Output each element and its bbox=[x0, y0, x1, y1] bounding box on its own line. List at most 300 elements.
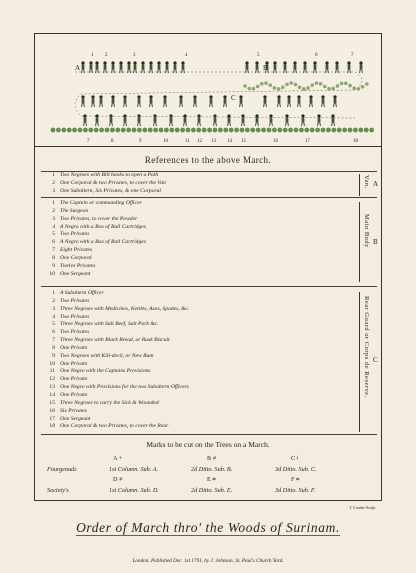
foliage bbox=[340, 82, 344, 86]
foliage bbox=[105, 128, 110, 133]
marcher-top-leg bbox=[248, 70, 249, 73]
marcher-middle-body bbox=[240, 99, 243, 104]
marcher-middle-head bbox=[149, 95, 152, 98]
illustration-number: 9 bbox=[139, 139, 142, 144]
marcher-top-head bbox=[103, 61, 106, 64]
marcher-middle-head bbox=[223, 95, 226, 98]
reference-number: 9 bbox=[52, 262, 55, 269]
marcher-top-body bbox=[90, 65, 93, 70]
foliage bbox=[358, 128, 363, 133]
marcher-bottom-leg bbox=[186, 123, 187, 126]
marcher-middle-leg bbox=[182, 104, 183, 107]
marcher-bottom-leg bbox=[154, 123, 155, 126]
foliage bbox=[326, 128, 331, 133]
reference-item bbox=[44, 384, 189, 392]
illustration-number: 13 bbox=[211, 139, 216, 144]
foliage bbox=[369, 128, 374, 133]
reference-number: 1 bbox=[52, 200, 55, 206]
marcher-bottom-leg bbox=[184, 123, 185, 126]
reference-number: 11 bbox=[49, 368, 55, 375]
reference-number: 14 bbox=[49, 391, 55, 398]
foliage bbox=[247, 87, 251, 91]
foliage bbox=[337, 128, 342, 133]
marcher-middle-leg bbox=[102, 104, 103, 107]
reference-number: 1 bbox=[52, 172, 55, 178]
foliage bbox=[352, 86, 356, 90]
marcher-bottom-leg bbox=[242, 123, 243, 126]
marks-title: Marks to be cut on the Trees on a March. bbox=[146, 440, 270, 449]
reference-item bbox=[44, 392, 189, 400]
marcher-middle-head bbox=[81, 95, 84, 98]
marcher-bottom-body bbox=[302, 118, 305, 123]
marcher-top-leg bbox=[328, 70, 329, 73]
foliage bbox=[115, 128, 120, 133]
foliage bbox=[260, 82, 264, 86]
marcher-top-leg bbox=[284, 70, 285, 73]
brace-van bbox=[359, 174, 360, 196]
marcher-top-leg bbox=[268, 70, 269, 73]
marcher-top-body bbox=[304, 65, 307, 70]
marcher-middle-leg bbox=[166, 104, 167, 107]
row1-col1: 1st Column. Sub. A. bbox=[109, 466, 159, 473]
foliage bbox=[99, 128, 104, 133]
marcher-bottom-leg bbox=[126, 123, 127, 126]
marcher-top-leg bbox=[306, 70, 307, 73]
marcher-middle-leg bbox=[100, 104, 101, 107]
brace-main-body bbox=[359, 202, 360, 282]
foliage bbox=[336, 84, 340, 88]
row2-col1: 1st Column. Sub. D. bbox=[109, 487, 159, 494]
foliage bbox=[304, 128, 309, 133]
foliage bbox=[229, 128, 234, 133]
reference-text: One Corporal & two Privates, to cover the Van bbox=[60, 179, 166, 186]
marcher-middle-head bbox=[239, 95, 242, 98]
marcher-middle-leg bbox=[264, 104, 265, 107]
marcher-middle-head bbox=[277, 95, 280, 98]
reference-text: Two Negroes with Bill hooks to open a Path bbox=[60, 172, 159, 178]
foliage bbox=[321, 128, 326, 133]
reference-number: 3 bbox=[52, 215, 55, 222]
marcher-middle-leg bbox=[312, 104, 313, 107]
reference-text: One Subaltern, Six Privates, & one Corporal bbox=[60, 187, 161, 194]
marcher-top-head bbox=[325, 61, 328, 64]
reference-item bbox=[44, 172, 166, 180]
foliage bbox=[344, 81, 348, 85]
reference-item bbox=[44, 224, 146, 232]
foliage bbox=[310, 83, 314, 87]
reference-item bbox=[44, 180, 166, 188]
foliage bbox=[169, 128, 174, 133]
marcher-middle-head bbox=[333, 95, 336, 98]
reference-text: One Sergeant bbox=[60, 270, 91, 277]
reference-item bbox=[44, 416, 189, 424]
marcher-top-leg bbox=[92, 70, 93, 73]
marcher-top-leg bbox=[84, 70, 85, 73]
illustration-number: 8 bbox=[111, 139, 114, 144]
foliage bbox=[186, 128, 191, 133]
marcher-middle-body bbox=[138, 99, 141, 104]
marcher-top-leg bbox=[314, 70, 315, 73]
marcher-top-head bbox=[313, 61, 316, 64]
reference-text: One Corporal bbox=[60, 254, 92, 261]
reference-number: 5 bbox=[52, 321, 55, 328]
foliage bbox=[94, 128, 99, 133]
marcher-middle-body bbox=[322, 99, 325, 104]
reference-item bbox=[44, 200, 146, 208]
marcher-middle-leg bbox=[84, 104, 85, 107]
divider bbox=[41, 286, 377, 287]
marcher-middle-leg bbox=[310, 104, 311, 107]
marcher-top-leg bbox=[316, 70, 317, 73]
marcher-top-body bbox=[158, 65, 161, 70]
marcher-middle-leg bbox=[290, 104, 291, 107]
marcher-top-head bbox=[347, 61, 350, 64]
reference-text: Two Privates bbox=[60, 313, 90, 320]
marcher-middle-leg bbox=[114, 104, 115, 107]
row1-col2: 2d Ditto. Sub. B. bbox=[191, 466, 233, 473]
marcher-bottom-body bbox=[270, 118, 273, 123]
marcher-top-body bbox=[96, 65, 99, 70]
marcher-bottom-head bbox=[169, 114, 172, 117]
marcher-bottom-body bbox=[256, 118, 259, 123]
group-letter-a: A bbox=[373, 180, 379, 188]
foliage bbox=[294, 83, 298, 87]
foliage bbox=[67, 128, 72, 133]
marcher-middle-head bbox=[179, 95, 182, 98]
marcher-bottom-leg bbox=[216, 123, 217, 126]
marcher-bottom-leg bbox=[244, 123, 245, 126]
reference-text: Two Negroes with Kill-devil, or New Rum bbox=[60, 352, 154, 359]
marcher-bottom-body bbox=[170, 118, 173, 123]
foliage bbox=[315, 128, 320, 133]
foliage bbox=[288, 128, 293, 133]
reference-number: 15 bbox=[49, 399, 55, 406]
reference-text: One Negro with Provisions for the two Subaltern Officers bbox=[60, 384, 189, 391]
marcher-top-head bbox=[149, 61, 152, 64]
reference-text: Three Negroes with Black Bread, or Rusk Biscuit bbox=[60, 337, 170, 344]
side-label-rear-guard: Rear Guard or Corps de Reserve. bbox=[363, 296, 370, 398]
marcher-top-head bbox=[273, 61, 276, 64]
marcher-middle-head bbox=[287, 95, 290, 98]
marcher-bottom-leg bbox=[140, 123, 141, 126]
marcher-top-leg bbox=[98, 70, 99, 73]
marcher-middle-body bbox=[264, 99, 267, 104]
illustration-number: 5 bbox=[257, 53, 260, 58]
marcher-top-head bbox=[359, 61, 362, 64]
reference-text: One Private bbox=[60, 376, 88, 383]
foliage bbox=[331, 128, 336, 133]
foliage bbox=[223, 128, 228, 133]
marcher-bottom-head bbox=[183, 114, 186, 117]
marcher-top-head bbox=[127, 61, 130, 64]
marcher-top-head bbox=[181, 61, 184, 64]
marcher-top-leg bbox=[276, 70, 277, 73]
marcher-top-leg bbox=[134, 70, 135, 73]
foliage bbox=[283, 128, 288, 133]
foliage bbox=[196, 128, 201, 133]
marcher-bottom-body bbox=[96, 118, 99, 123]
marcher-top-leg bbox=[90, 70, 91, 73]
marcher-middle-leg bbox=[324, 104, 325, 107]
reference-number: 6 bbox=[52, 239, 55, 246]
marcher-top-head bbox=[165, 61, 168, 64]
foliage bbox=[348, 84, 352, 88]
reference-item bbox=[44, 329, 189, 337]
reference-number: 3 bbox=[52, 305, 55, 312]
reference-text: A Negro with a Box of Ball Cartridges bbox=[60, 239, 146, 246]
marcher-top-body bbox=[150, 65, 153, 70]
marcher-top-leg bbox=[360, 70, 361, 73]
marcher-bottom-leg bbox=[320, 123, 321, 126]
marcher-top-body bbox=[336, 65, 339, 70]
illustration-letter: C bbox=[231, 94, 236, 102]
marcher-middle-body bbox=[180, 99, 183, 104]
marcher-middle-leg bbox=[140, 104, 141, 107]
marcher-middle-leg bbox=[124, 104, 125, 107]
marcher-top-leg bbox=[136, 70, 137, 73]
row2-col3: 3d Ditto. Sub. F. bbox=[275, 487, 316, 494]
marcher-top-head bbox=[119, 61, 122, 64]
marcher-top-body bbox=[314, 65, 317, 70]
foliage bbox=[306, 86, 310, 90]
marcher-middle-body bbox=[82, 99, 85, 104]
marcher-top-head bbox=[245, 61, 248, 64]
reference-item bbox=[44, 255, 146, 263]
foliage bbox=[202, 128, 207, 133]
foliage bbox=[153, 128, 158, 133]
marcher-bottom-head bbox=[285, 114, 288, 117]
marcher-middle-head bbox=[137, 95, 140, 98]
marcher-top-leg bbox=[362, 70, 363, 73]
mark-symbol-f: F ⌗ bbox=[291, 476, 300, 483]
marcher-bottom-leg bbox=[98, 123, 99, 126]
marcher-middle-leg bbox=[194, 104, 195, 107]
marcher-bottom-leg bbox=[172, 123, 173, 126]
foliage bbox=[256, 85, 260, 89]
foliage bbox=[218, 128, 223, 133]
marcher-top-body bbox=[256, 65, 259, 70]
reference-item bbox=[44, 306, 189, 314]
marcher-bottom-leg bbox=[318, 123, 319, 126]
foliage bbox=[273, 86, 277, 90]
reference-item bbox=[44, 298, 189, 306]
reference-item bbox=[44, 239, 146, 247]
marcher-top-body bbox=[294, 65, 297, 70]
illustration-letter: A bbox=[75, 64, 81, 72]
marcher-middle-leg bbox=[82, 104, 83, 107]
marcher-top-leg bbox=[338, 70, 339, 73]
divider bbox=[41, 434, 377, 435]
row1-col3: 3d Ditto. Sub. C. bbox=[275, 466, 317, 473]
marcher-bottom-body bbox=[198, 118, 201, 123]
foliage bbox=[148, 128, 153, 133]
marcher-middle-body bbox=[100, 99, 103, 104]
marcher-middle-head bbox=[297, 95, 300, 98]
marcher-top-body bbox=[120, 65, 123, 70]
marcher-bottom-leg bbox=[110, 123, 111, 126]
foliage bbox=[277, 128, 282, 133]
marcher-middle-leg bbox=[298, 104, 299, 107]
marcher-bottom-leg bbox=[156, 123, 157, 126]
march-illustration bbox=[35, 34, 381, 147]
marcher-top-leg bbox=[304, 70, 305, 73]
marcher-middle-head bbox=[193, 95, 196, 98]
foliage bbox=[264, 81, 268, 85]
reference-item bbox=[44, 345, 189, 353]
marcher-middle-head bbox=[123, 95, 126, 98]
reference-number: 10 bbox=[49, 270, 55, 277]
reference-number: 4 bbox=[52, 223, 55, 230]
marcher-middle-head bbox=[163, 95, 166, 98]
foliage bbox=[298, 85, 302, 89]
marcher-bottom-head bbox=[331, 114, 334, 117]
marcher-bottom-leg bbox=[84, 123, 85, 126]
illustration-number: 18 bbox=[353, 139, 358, 144]
brace-rear-guard bbox=[359, 292, 360, 432]
marcher-middle-leg bbox=[336, 104, 337, 107]
illustration-number: 4 bbox=[185, 53, 188, 58]
reference-item bbox=[44, 321, 189, 329]
marcher-top-body bbox=[182, 65, 185, 70]
group-letter-c: C bbox=[373, 356, 378, 364]
marcher-middle-body bbox=[164, 99, 167, 104]
march-figures bbox=[35, 34, 381, 146]
reference-item bbox=[44, 400, 189, 408]
marcher-top-leg bbox=[82, 70, 83, 73]
illustration-number: 3 bbox=[133, 53, 136, 58]
marcher-bottom-head bbox=[137, 114, 140, 117]
reference-text: Three Negroes with Medicines, Kettles, Axes, Spades, &c. bbox=[60, 305, 190, 312]
foliage bbox=[72, 128, 77, 133]
marcher-bottom-body bbox=[286, 118, 289, 123]
mark-symbol-b: B ≢ bbox=[207, 455, 219, 462]
row2-col2: 2d Ditto. Sub. E. bbox=[191, 487, 233, 494]
marcher-top-head bbox=[335, 61, 338, 64]
reference-number: 16 bbox=[49, 407, 55, 414]
reference-item bbox=[44, 290, 189, 298]
marcher-top-body bbox=[284, 65, 287, 70]
marcher-top-head bbox=[111, 61, 114, 64]
foliage bbox=[272, 128, 277, 133]
reference-text: Two Privates bbox=[60, 297, 90, 304]
marcher-top-leg bbox=[150, 70, 151, 73]
marcher-middle-head bbox=[263, 95, 266, 98]
marcher-bottom-head bbox=[197, 114, 200, 117]
foliage bbox=[331, 87, 335, 91]
reference-text: Twelve Privates bbox=[60, 262, 96, 269]
marcher-top-leg bbox=[258, 70, 259, 73]
marcher-top-leg bbox=[166, 70, 167, 73]
marcher-top-leg bbox=[256, 70, 257, 73]
reference-text: Three Negroes with Salt Beef, Salt Pork &c. bbox=[60, 321, 159, 328]
marcher-middle-leg bbox=[180, 104, 181, 107]
marcher-bottom-leg bbox=[96, 123, 97, 126]
caption-text: Order of March thro' the Woods of Surinam. bbox=[76, 520, 340, 535]
marcher-top-body bbox=[104, 65, 107, 70]
marcher-bottom-leg bbox=[138, 123, 139, 126]
marcher-middle-leg bbox=[322, 104, 323, 107]
reference-number: 1 bbox=[52, 290, 55, 296]
marcher-top-body bbox=[360, 65, 363, 70]
marcher-middle-body bbox=[112, 99, 115, 104]
reference-text: Six Privates bbox=[60, 407, 87, 414]
group-letter-b: B bbox=[373, 238, 378, 246]
marcher-middle-body bbox=[288, 99, 291, 104]
marcher-top-leg bbox=[246, 70, 247, 73]
reference-item bbox=[44, 208, 146, 216]
marcher-bottom-leg bbox=[258, 123, 259, 126]
reference-item bbox=[44, 216, 146, 224]
marcher-bottom-leg bbox=[272, 123, 273, 126]
foliage bbox=[83, 128, 88, 133]
reference-item bbox=[44, 376, 189, 384]
foliage bbox=[348, 128, 353, 133]
marcher-middle-leg bbox=[210, 104, 211, 107]
reference-number: 7 bbox=[52, 247, 55, 254]
marcher-top-body bbox=[348, 65, 351, 70]
side-label-main-body: Main Body bbox=[363, 214, 370, 248]
reference-item bbox=[44, 353, 189, 361]
marcher-top-leg bbox=[348, 70, 349, 73]
foliage bbox=[88, 128, 93, 133]
group-van-list bbox=[44, 172, 166, 196]
marcher-middle-leg bbox=[126, 104, 127, 107]
marcher-middle-body bbox=[124, 99, 127, 104]
march-path bbox=[75, 72, 362, 118]
marcher-bottom-leg bbox=[124, 123, 125, 126]
marcher-middle-leg bbox=[152, 104, 153, 107]
reference-text: Three Negroes to carry the Sick & Wounded bbox=[60, 399, 159, 406]
group-main-body-list bbox=[44, 200, 146, 278]
illustration-number: 15 bbox=[241, 139, 246, 144]
marcher-middle-leg bbox=[280, 104, 281, 107]
marcher-top-body bbox=[274, 65, 277, 70]
marcher-bottom-leg bbox=[270, 123, 271, 126]
marcher-bottom-body bbox=[84, 118, 87, 123]
row2-label: Society's bbox=[47, 487, 69, 494]
foliage bbox=[51, 128, 56, 133]
marcher-middle-leg bbox=[164, 104, 165, 107]
publisher-imprint: London, Published Dec. 1st 1791, by J. Johnson, St. Paul's Church Yard. bbox=[132, 558, 284, 564]
marcher-middle-leg bbox=[266, 104, 267, 107]
marcher-top-head bbox=[81, 61, 84, 64]
foliage bbox=[175, 128, 180, 133]
foliage bbox=[299, 128, 304, 133]
foliage bbox=[126, 128, 131, 133]
foliage bbox=[121, 128, 126, 133]
marcher-top-leg bbox=[174, 70, 175, 73]
marcher-top-leg bbox=[152, 70, 153, 73]
marcher-bottom-leg bbox=[170, 123, 171, 126]
foliage bbox=[285, 83, 289, 87]
marcher-top-body bbox=[166, 65, 169, 70]
foliage bbox=[56, 128, 61, 133]
mark-symbol-a: A + bbox=[113, 455, 123, 462]
foliage bbox=[256, 128, 261, 133]
reference-number: 2 bbox=[52, 297, 55, 304]
marcher-bottom-body bbox=[228, 118, 231, 123]
marcher-top-leg bbox=[326, 70, 327, 73]
marcher-top-leg bbox=[158, 70, 159, 73]
reference-number: 8 bbox=[52, 254, 55, 261]
marcher-top-leg bbox=[128, 70, 129, 73]
marcher-bottom-leg bbox=[214, 123, 215, 126]
reference-item bbox=[44, 368, 189, 376]
row1-label: Fourgeouds bbox=[47, 466, 77, 473]
foliage bbox=[267, 128, 272, 133]
marcher-top-leg bbox=[350, 70, 351, 73]
foliage bbox=[240, 128, 245, 133]
